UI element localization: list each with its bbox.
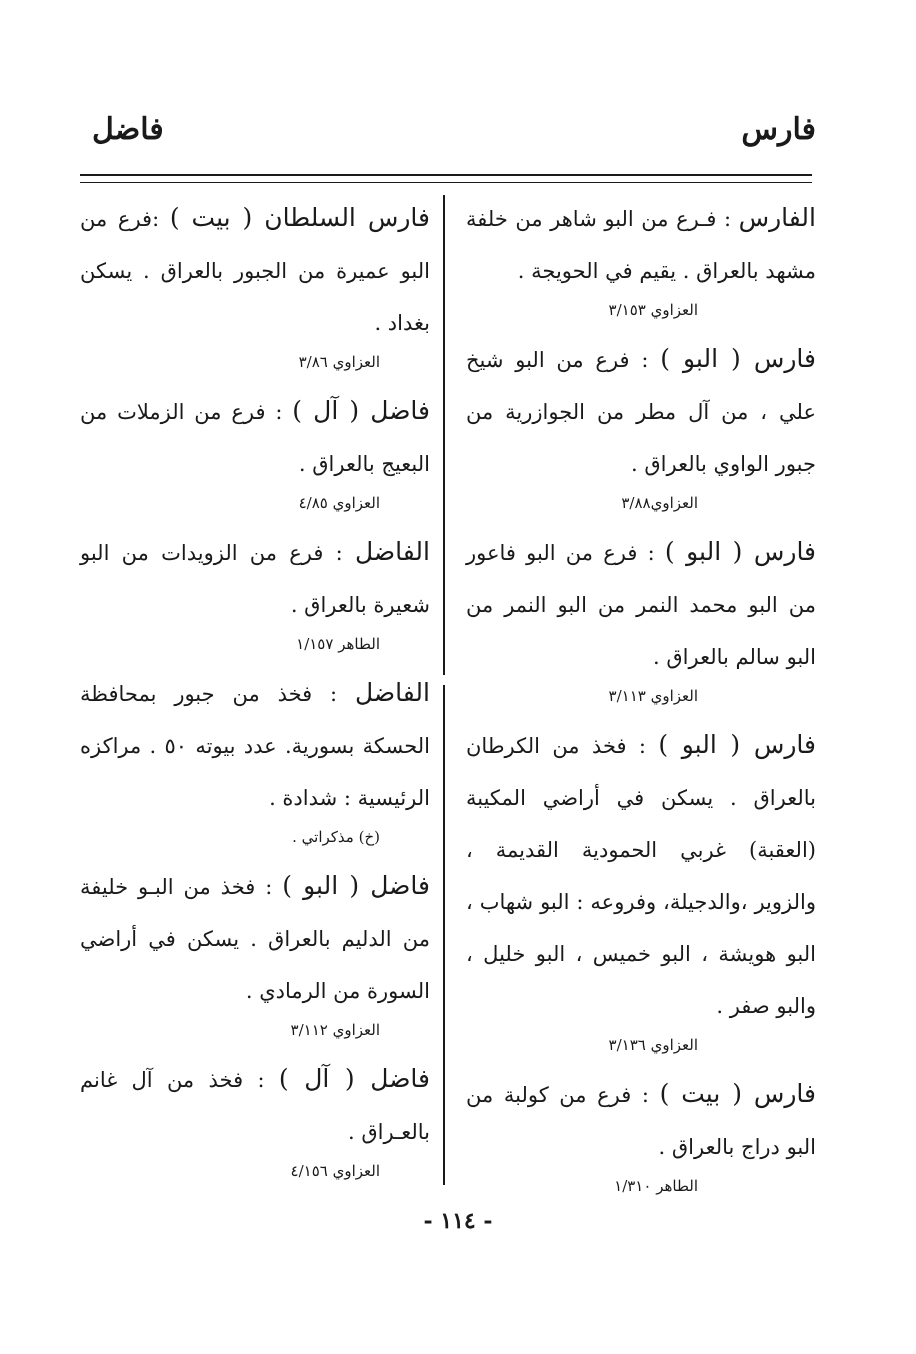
entry-source: العزاوي ٤/١٥٦ xyxy=(290,1162,380,1180)
right-column xyxy=(466,192,816,1209)
left-column xyxy=(80,192,430,1194)
entry-definition: : فرع من الزملات من البعيج بالعراق . xyxy=(80,400,430,476)
entry-source: الطاهر ١/١٥٧ xyxy=(296,635,380,653)
entry-definition: : فرع من البو فاعور من البو محمد النمر من البو النمر من البو سالم بالعراق . xyxy=(466,541,816,669)
entry-source: العزاوي ٣/١٥٣ xyxy=(608,301,698,319)
entry-source: العزاوي ٣/١١٢ xyxy=(290,1021,380,1039)
entry-text xyxy=(80,192,430,349)
entry-text xyxy=(80,860,430,1017)
entry-text xyxy=(466,333,816,490)
left-running-headword: فاضل xyxy=(92,112,164,147)
entry-text xyxy=(466,1068,816,1173)
entry xyxy=(466,719,816,1058)
entry-name: فارس ( بيت ) xyxy=(659,1079,816,1108)
entry-source: الطاهر ١/٣١٠ xyxy=(614,1177,698,1195)
entry-name: فارس ( البو ) xyxy=(658,730,816,759)
entry xyxy=(466,192,816,323)
entry-text xyxy=(466,526,816,683)
entry xyxy=(80,385,430,516)
entry-name: فارس ( البو ) xyxy=(664,537,817,566)
entry-definition: : فخذ من الكرطان بالعراق . يسكن في أراضي المكيبة (العقبة) غربي الحمودية القديمة ، والزوير ،والدجيلة، وفروعه : البو شهاب ، البو هويشة ، البو خميس ، البو خليل ، والبو صفر . xyxy=(466,734,816,1018)
right-running-headword: فارس xyxy=(741,112,816,147)
entry-text xyxy=(80,667,430,824)
entry-definition: : فخذ من آل غانم بالعـراق . xyxy=(80,1068,430,1144)
entry xyxy=(80,192,430,375)
entry xyxy=(80,1053,430,1184)
entry-source: العزاوي ٣/١٣٦ xyxy=(608,1036,698,1054)
entry-name: فاضل ( آل ) xyxy=(292,396,430,425)
entry xyxy=(80,526,430,657)
entry-name: الفارس xyxy=(738,203,816,232)
entry-source: العزاوي٣/٨٨ xyxy=(621,494,698,512)
entry-definition: :فرع من البو عميرة من الجبور بالعراق . يسكن بغداد . xyxy=(80,207,430,335)
entry-name: فارس ( البو ) xyxy=(660,344,816,373)
entry-text xyxy=(80,1053,430,1158)
entry-source: العزاوي ٣/١١٣ xyxy=(608,687,698,705)
entry-definition: : فرع من الزويدات من البو شعيرة بالعراق . xyxy=(80,541,430,617)
entry-source: العزاوي ٣/٨٦ xyxy=(298,353,380,371)
column-divider-upper xyxy=(443,195,445,675)
entry-name: فارس السلطان ( بيت ) xyxy=(169,203,430,232)
entry xyxy=(466,526,816,709)
entry-text xyxy=(80,526,430,631)
entry xyxy=(466,1068,816,1199)
entry-source: العزاوي ٤/٨٥ xyxy=(298,494,380,512)
column-divider-lower xyxy=(443,685,445,1185)
entry-definition: : فخذ من البـو خليفة من الدليم بالعراق . يسكن في أراضي السورة من الرمادي . xyxy=(80,875,430,1003)
header-rule-thick xyxy=(80,174,812,176)
header-rule-thin xyxy=(80,182,812,183)
entry-text xyxy=(466,719,816,1032)
entry xyxy=(80,860,430,1043)
entry xyxy=(80,667,430,850)
page-number: - ١١٤ - xyxy=(423,1208,493,1234)
entry-name: فاضل ( البو ) xyxy=(282,871,430,900)
entry-definition: : فـرع من البو شاهر من خلفة مشهد بالعراق . يقيم في الحويجة . xyxy=(466,207,816,283)
entry-definition: : فرع من البو شيخ علي ، من آل مطر من الجوازرية من جبور الواوي بالعراق . xyxy=(466,348,816,476)
entry-name: الفاضل xyxy=(354,678,430,707)
entry-name: الفاضل xyxy=(355,537,430,566)
entry-text xyxy=(466,192,816,297)
entry xyxy=(466,333,816,516)
entry-definition: : فرع من كولبة من البو دراج بالعراق . xyxy=(466,1083,816,1159)
entry-definition: : فخذ من جبور بمحافظة الحسكة بسورية. عدد بيوته ٥٠ . مراكزه الرئيسية : شدادة . xyxy=(80,682,430,810)
entry-name: فاضل ( آل ) xyxy=(278,1064,430,1093)
entry-source: (خ) مذكراتي . xyxy=(292,828,380,846)
entry-text xyxy=(80,385,430,490)
